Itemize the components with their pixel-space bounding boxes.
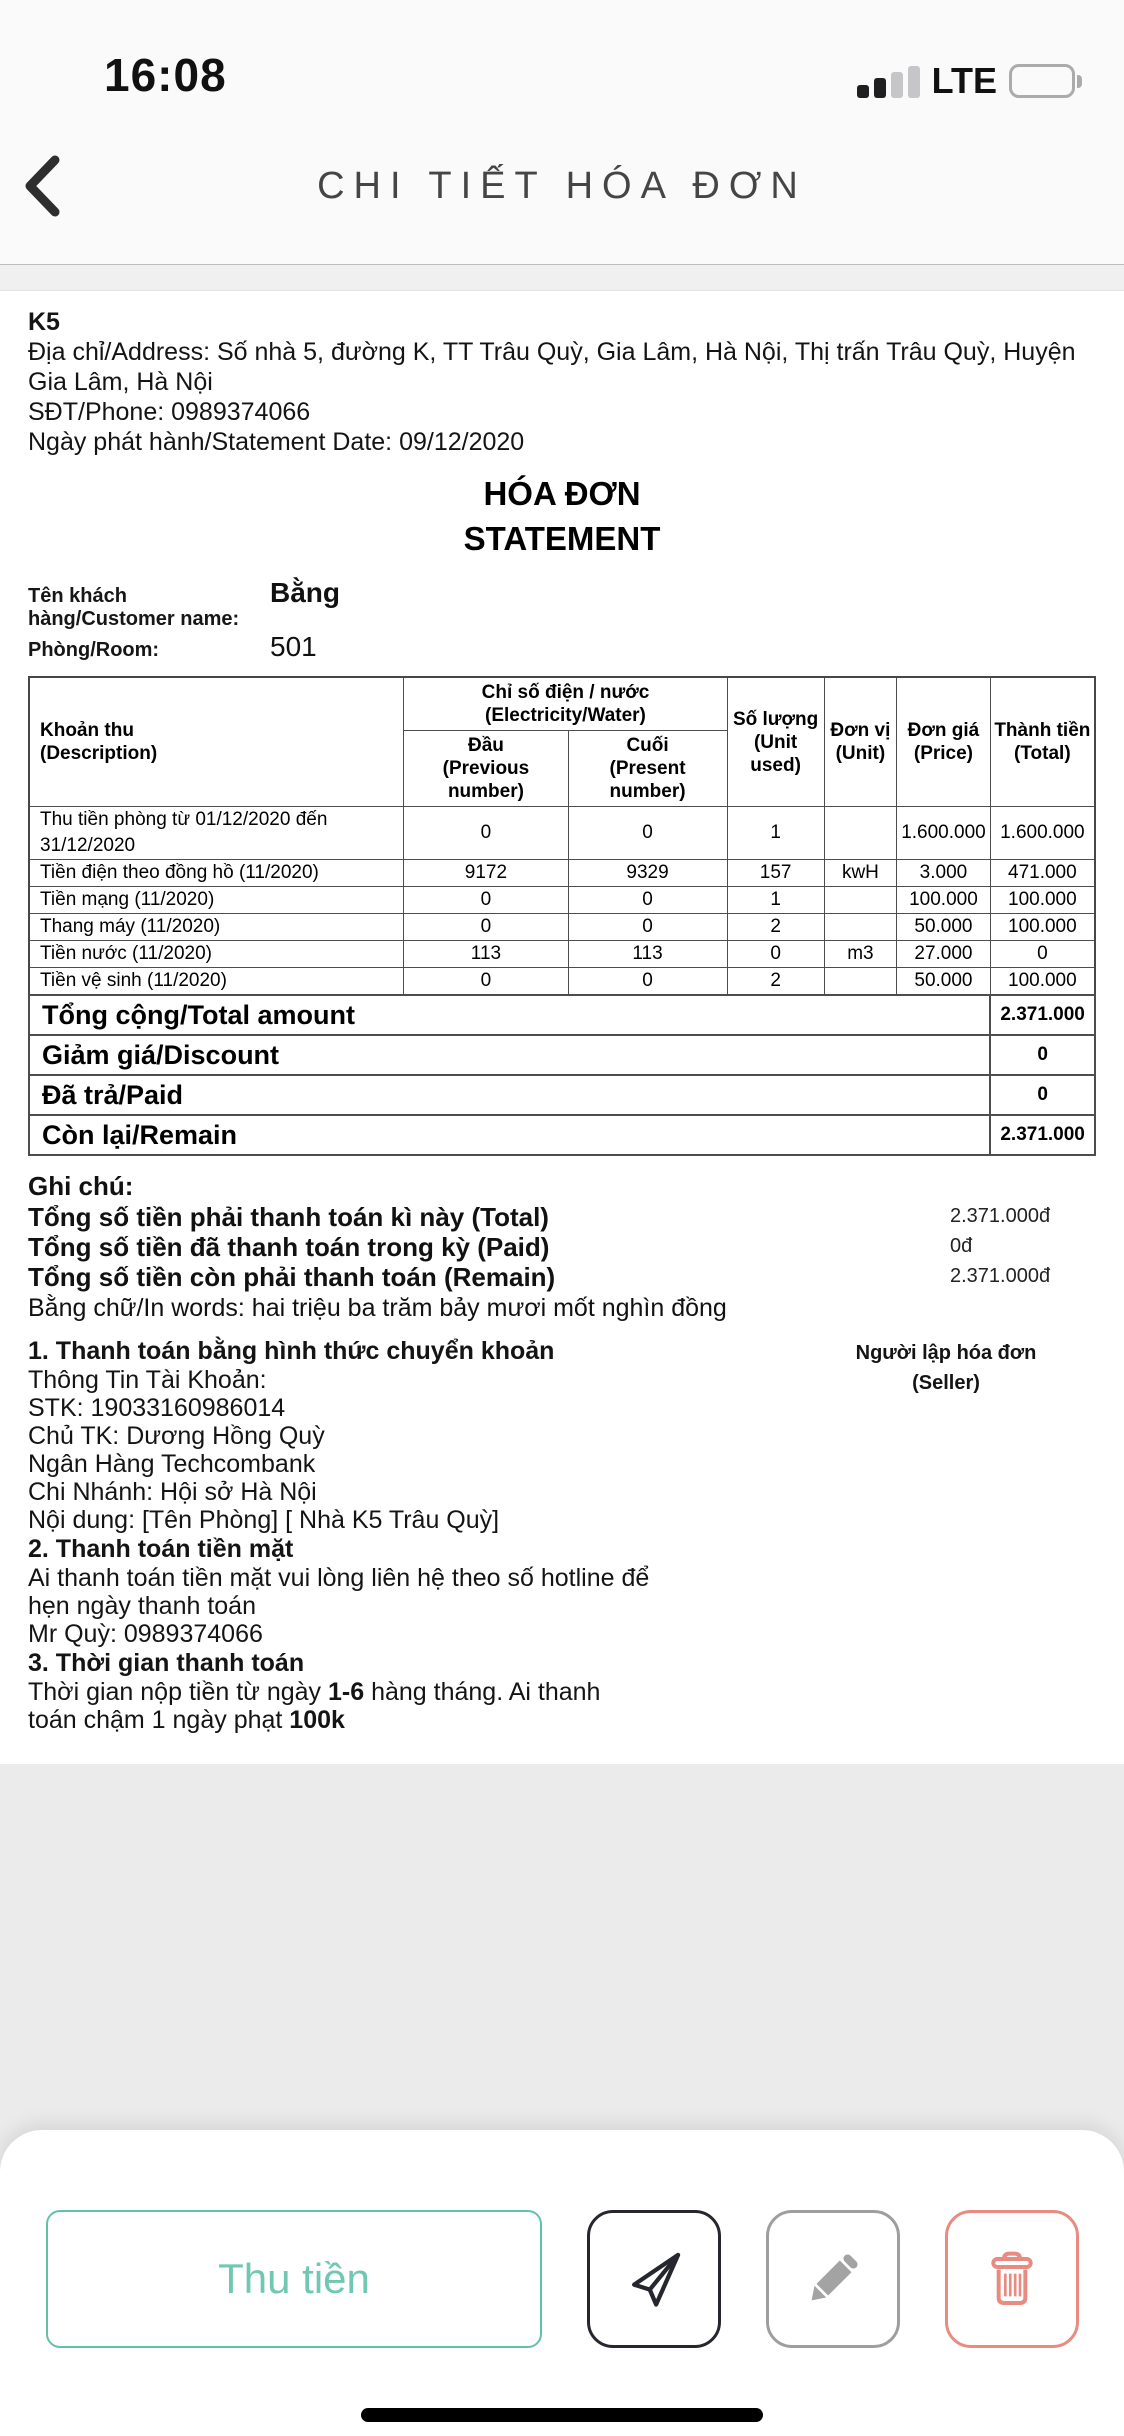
signal-strength-icon: [857, 64, 920, 98]
table-row: Thang máy (11/2020) 0 0 2 50.000 100.000: [29, 914, 1095, 941]
home-indicator[interactable]: [361, 2408, 763, 2422]
charges-table: [28, 676, 1096, 1156]
seller-label-vi: Người lập hóa đơn: [855, 1342, 1037, 1364]
payment-deadline-text: Thời gian nộp tiền từ ngày 1-6 hàng tháng. Ai thanh toán chậm 1 ngày phạt 100k: [28, 1678, 601, 1734]
table-row: Tiền nước (11/2020) 113 113 0 m3 27.000 0: [29, 941, 1095, 968]
transfer-note: Nội dung: [Tên Phòng] [ Nhà K5 Trâu Quỳ]: [28, 1506, 500, 1534]
address-line: Địa chỉ/Address: Số nhà 5, đường K, TT Trâu Quỳ, Gia Lâm, Hà Nội, Thị trấn Trâu Quỳ, Huyện Gia Lâm, Hà Nội: [28, 338, 1076, 396]
amount-in-words: Bằng chữ/In words: hai triệu ba trăm bảy mươi mốt nghìn đồng: [28, 1294, 727, 1322]
edit-invoice-button[interactable]: [766, 2210, 900, 2348]
col-header-present: Cuối (Present number): [568, 731, 727, 807]
hotline-contact: Mr Quỳ: 0989374066: [28, 1620, 263, 1648]
statement-date-line: Ngày phát hành/Statement Date: 09/12/2020: [28, 428, 525, 456]
customer-name-value: Bằng: [270, 577, 340, 608]
table-row: Tiền mạng (11/2020) 0 0 1 100.000 100.000: [29, 887, 1095, 914]
network-type-label: LTE: [931, 60, 997, 101]
note-row-total: Tổng số tiền phải thanh toán kì này (Total) 2.371.000đ: [28, 1202, 1051, 1232]
col-header-quantity: Số lượng (Unit used): [727, 677, 824, 807]
trash-icon: [980, 2247, 1044, 2311]
customer-name-label: Tên khách hàng/Customer name:: [28, 585, 240, 630]
col-header-meter-group: Chỉ số điện / nước (Electricity/Water): [404, 677, 727, 731]
navigation-bar: [0, 108, 1124, 264]
clock: 16:08: [104, 49, 227, 101]
back-button[interactable]: [24, 146, 84, 226]
summary-row-remain: Còn lại/Remain 2.371.000: [29, 1115, 1095, 1155]
battery-icon: [1009, 64, 1082, 98]
invoice-document: [0, 291, 1124, 1764]
notes-heading: Ghi chú:: [28, 1171, 134, 1201]
seller-label-en: (Seller): [912, 1372, 980, 1394]
col-header-unit: Đơn vị (Unit): [824, 677, 897, 807]
building-code: K5: [28, 308, 60, 336]
bank-branch: Chi Nhánh: Hội sở Hà Nội: [28, 1478, 317, 1506]
delete-invoice-button[interactable]: [945, 2210, 1079, 2348]
note-row-paid: Tổng số tiền đã thanh toán trong kỳ (Paid) 0đ: [28, 1232, 973, 1262]
notes-section: [28, 1170, 1096, 1324]
status-bar: [0, 0, 1124, 108]
table-row: Tiền vệ sinh (11/2020) 0 0 2 50.000 100.000: [29, 968, 1095, 996]
action-buttons-row: [0, 2210, 1124, 2348]
section2-title: 2. Thanh toán tiền mặt: [28, 1535, 294, 1563]
cash-payment-text: Ai thanh toán tiền mặt vui lòng liên hệ theo số hotline để hẹn ngày thanh toán: [28, 1564, 650, 1620]
status-indicators: [857, 60, 1082, 102]
room-value: 501: [270, 631, 317, 662]
seller-signature-block: [796, 1336, 1096, 1534]
section3-title: 3. Thời gian thanh toán: [28, 1649, 305, 1677]
header-strip: [0, 265, 1124, 291]
col-header-description: Khoản thu (Description): [29, 677, 404, 807]
bank-info-line: Thông Tin Tài Khoản:: [28, 1366, 267, 1394]
page-title: CHI TIẾT HÓA ĐƠN: [317, 164, 807, 207]
note-row-remain: Tổng số tiền còn phải thanh toán (Remain) 2.371.000đ: [28, 1262, 1051, 1292]
send-invoice-button[interactable]: [587, 2210, 721, 2348]
room-label: Phòng/Room:: [28, 639, 160, 661]
col-header-total: Thành tiền (Total): [990, 677, 1095, 807]
chevron-left-icon: [24, 155, 60, 217]
bank-account-number: STK: 19033160986014: [28, 1394, 286, 1422]
table-row: Thu tiền phòng từ 01/12/2020 đến 31/12/2020 0 0 1 1.600.000 1.600.000: [29, 807, 1095, 860]
payment-instructions: [28, 1336, 1096, 1734]
customer-info: [28, 577, 1096, 663]
summary-row-paid: Đã trả/Paid 0: [29, 1075, 1095, 1115]
collect-money-button[interactable]: Thu tiền: [46, 2210, 542, 2348]
bank-account-holder: Chủ TK: Dương Hồng Quỳ: [28, 1422, 325, 1450]
pencil-icon: [800, 2246, 866, 2312]
top-chrome: [0, 0, 1124, 291]
table-row: Tiền điện theo đồng hồ (11/2020) 9172 9329 157 kwH 3.000 471.000: [29, 860, 1095, 887]
summary-row-discount: Giảm giá/Discount 0: [29, 1035, 1095, 1075]
bottom-action-sheet: [0, 2130, 1124, 2436]
invoice-title-vi: HÓA ĐƠN: [483, 475, 641, 512]
invoice-header-info: [28, 307, 1096, 457]
summary-row-total: Tổng cộng/Total amount 2.371.000: [29, 995, 1095, 1035]
paper-plane-icon: [620, 2245, 688, 2313]
invoice-title-en: STATEMENT: [463, 520, 661, 557]
col-header-previous: Đầu (Previous number): [404, 731, 568, 807]
col-header-price: Đơn giá (Price): [897, 677, 991, 807]
bank-name: Ngân Hàng Techcombank: [28, 1450, 316, 1478]
section1-title: 1. Thanh toán bằng hình thức chuyển khoản: [28, 1337, 555, 1365]
phone-line: SĐT/Phone: 0989374066: [28, 398, 311, 426]
